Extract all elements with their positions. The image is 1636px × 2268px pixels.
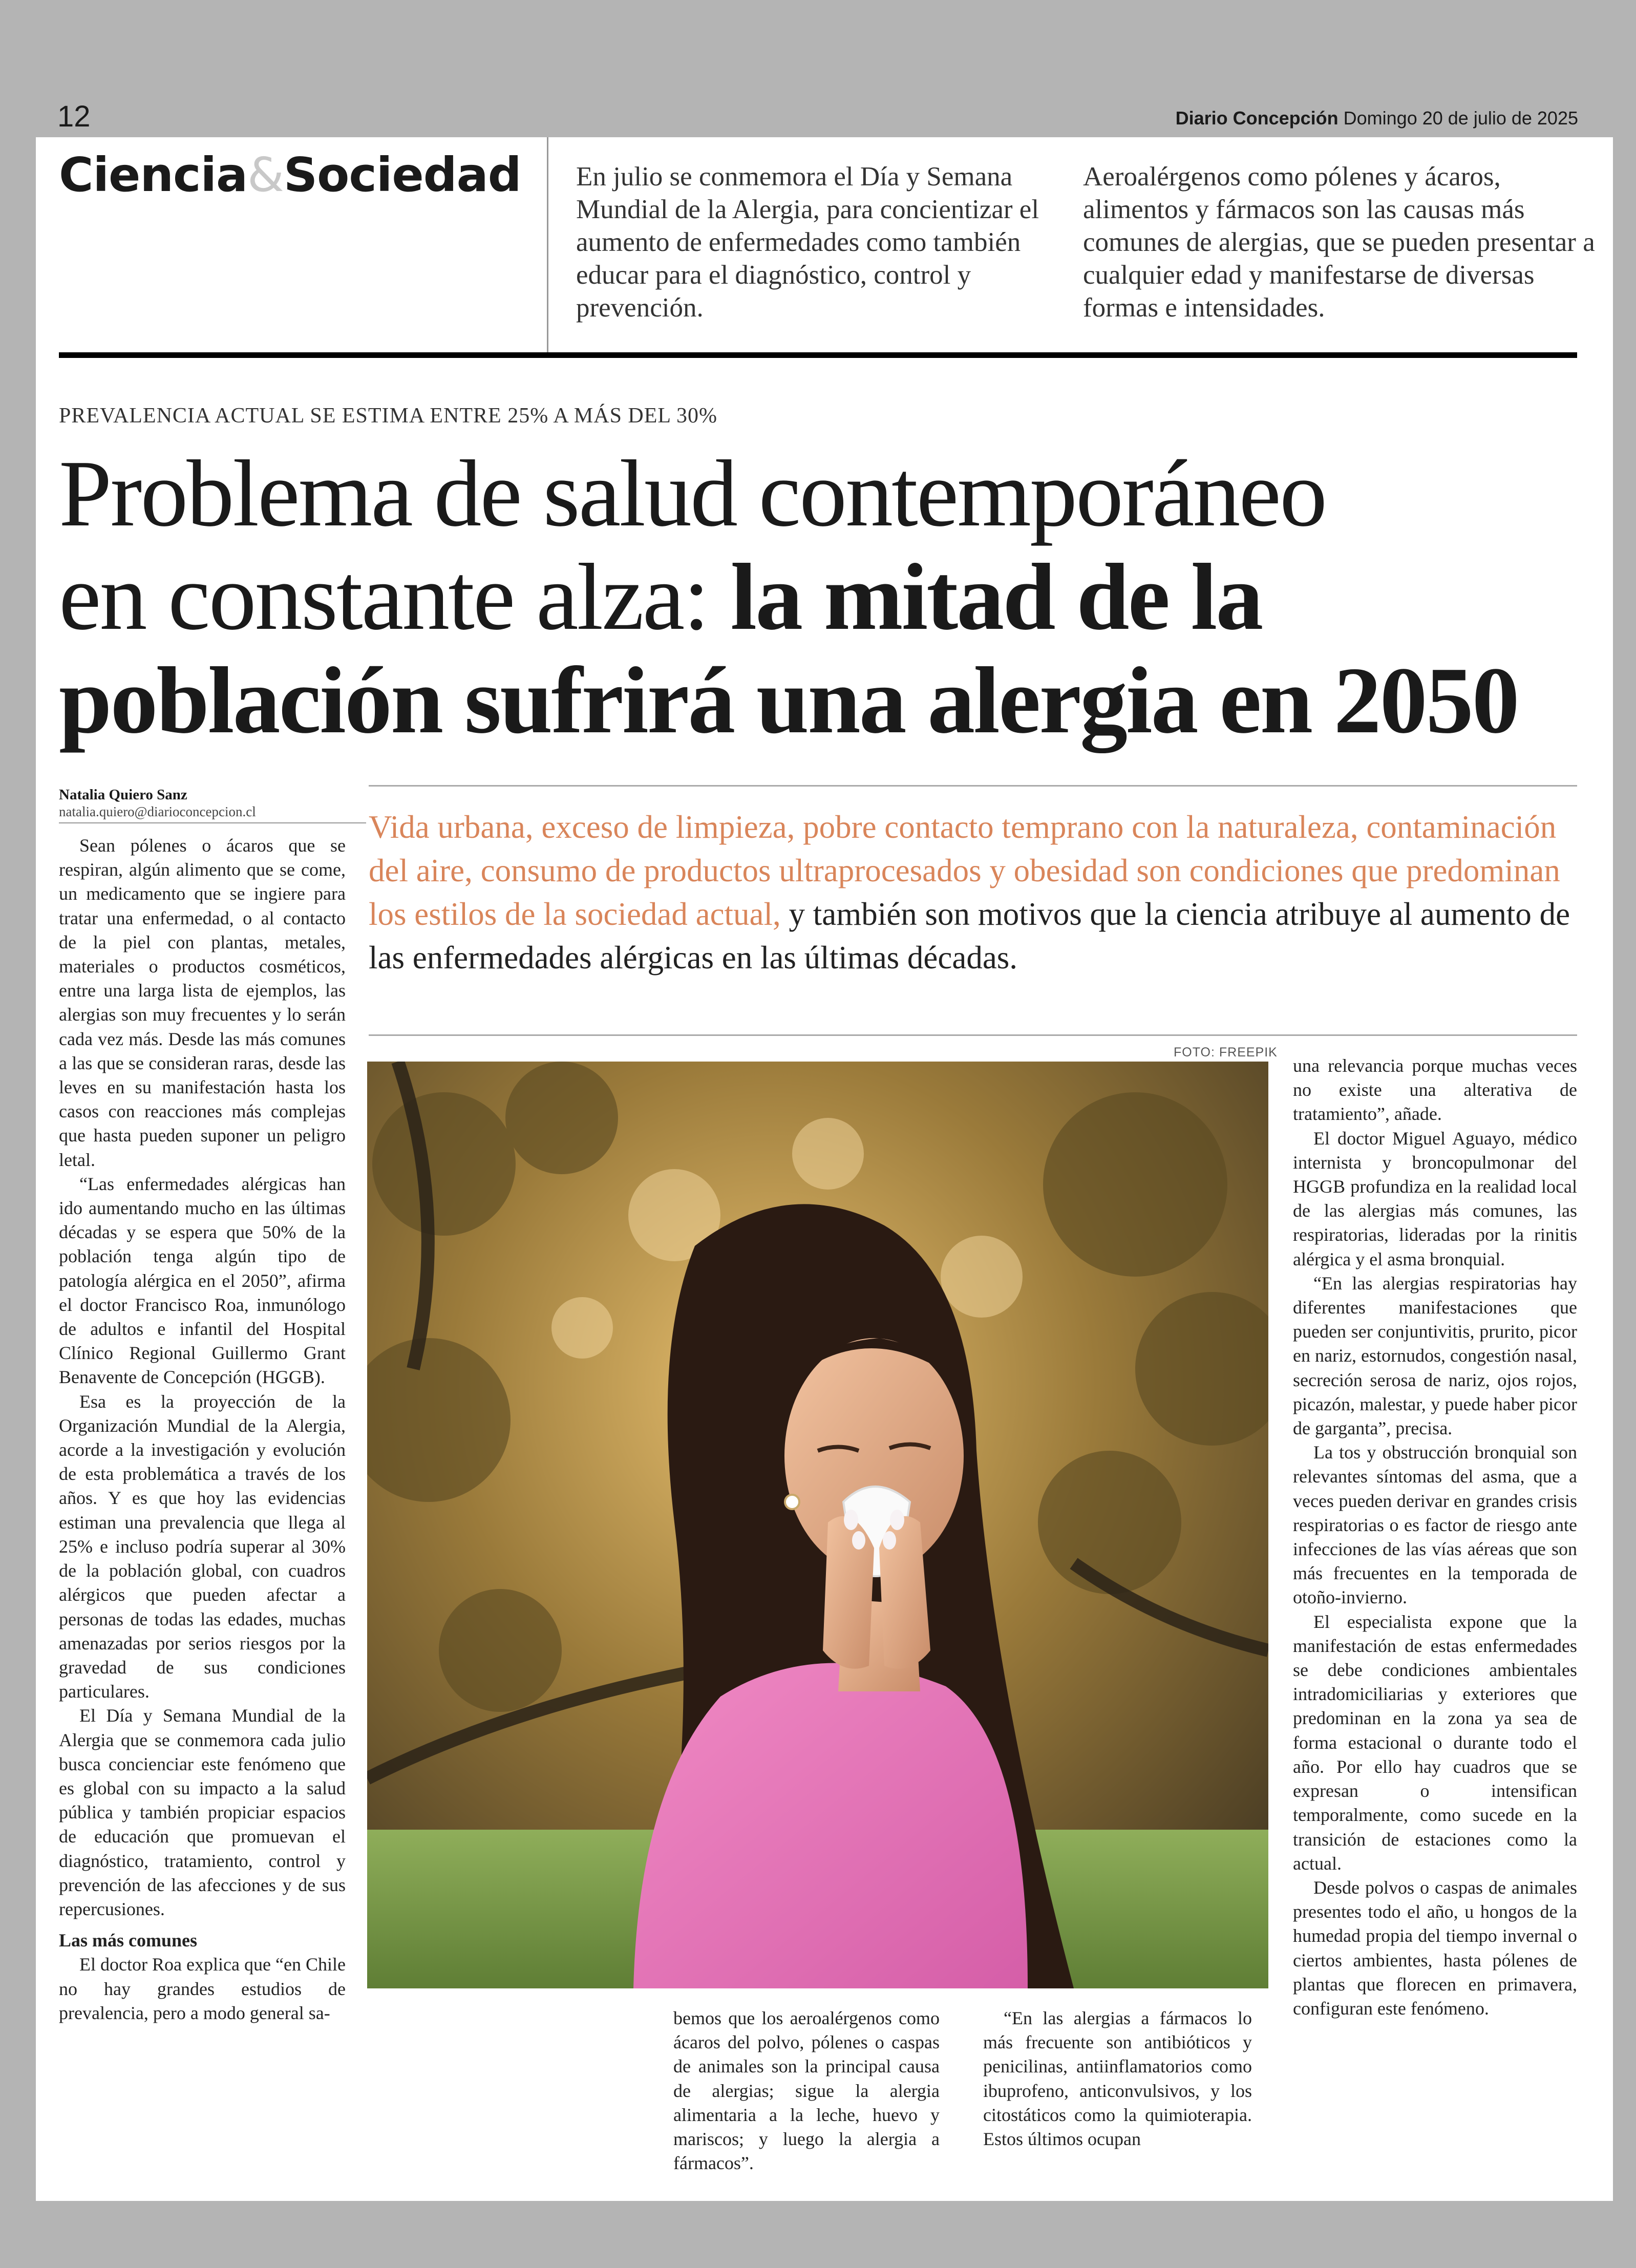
newspaper-page [36,137,1613,2201]
section-word-sociedad: Sociedad [283,147,521,202]
author-name: Natalia Quiero Sanz [59,787,187,803]
paragraph: El Día y Semana Mundial de la Alergia que se conmemora cada julio busca concienciar este fenómeno que es global con su impacto a la salud pública y también propiciar espacios de educación que promuevan el diagnóstico, tratamiento, control y prevención de las afecciones y de sus repercusiones. [59,1705,346,1919]
page-header [0,0,1636,138]
intro-blurb-2: Aeroalérgenos como pólenes y ácaros, alimentos y fármacos son las causas más comunes de alergias, que se pueden presentar a cualquier edad y manifestarse de diversas formas e intensidades. [1083,162,1595,323]
paragraph: El doctor Roa explica que “en Chile no hay grandes estudios de prevalencia, pero a modo general sa- [59,1954,346,2023]
newspaper-name: Diario Concepción [1175,108,1338,129]
byline-divider [59,822,366,823]
paragraph: Esa es la proyección de la Organización Mundial de la Alergia, acorde a la investigación y evolución de esta problemática a través de los años. Y es que hoy las evidencias estiman una prevalencia que llega al 25% e incluso podría superar al 30% de la población global, con cuadros alérgicos que pueden afectar a personas de todas las edades, muchas amenazadas por serios riesgos por la gravedad de sus condiciones particulares. [59,1391,346,1702]
section-rule [59,352,1577,358]
lede-bottom-rule [369,1034,1577,1036]
headline [59,442,1595,752]
section-ampersand: & [247,147,284,202]
lede [369,806,1577,980]
body-column-2 [673,2006,940,2175]
body-column-4 [1293,1054,1577,2021]
page-number: 12 [57,100,91,133]
kicker: PREVALENCIA ACTUAL SE ESTIMA ENTRE 25% A MÁS DEL 30% [59,404,717,428]
lede-highlight: Vida urbana, exceso de limpieza, pobre contacto temprano con la naturaleza, contaminación del aire, consumo de productos ultraprocesados y obesidad son condiciones que predominan los estilos de la sociedad actual, [369,809,1560,932]
paragraph: “En las alergias respiratorias hay diferentes manifestaciones que pueden ser conjuntivitis, prurito, picor en nariz, estornudos, congestión nasal, secreción serosa de nariz, ojos rojos, picazón, malestar, y puede haber picor de garganta”, precisa. [1293,1273,1577,1439]
header-divider [547,137,548,352]
paragraph: “Las enfermedades alérgicas han ido aumentando mucho en las últimas décadas y se espera que 50% de la población tenga algún tipo de patología alérgica en el 2050”, afirma el doctor Francisco Roa, inmunólogo de adultos e infantil del Hospital Clínico Regional Guillermo Grant Benavente de Concepción (HGGB). [59,1173,346,1388]
article-photo [367,1062,1268,1988]
paragraph: una relevancia porque muchas veces no existe una alterativa de tratamiento”, añade. [1293,1055,1577,1125]
headline-part-1: Problema de salud contemporáneo [59,441,1326,546]
section-title [59,147,521,202]
headline-bold-2: población sufrirá una alergia en 2050 [59,648,1518,753]
headline-part-2: en constante alza: [59,544,731,650]
subheading: Las más comunes [59,1930,198,1951]
paragraph: bemos que los aeroalérgenos como ácaros del polvo, pólenes o caspas de animales son la principal causa de alergias; sigue la alergia alimentaria a la leche, huevo y mariscos; y luego la alergia a fármacos”. [673,2008,940,2174]
lede-rest: y también son motivos que la ciencia atribuye al aumento de las enfermedades alérgicas en las últimas décadas. [369,896,1570,976]
body-column-1 [59,834,346,2025]
paragraph: “En las alergias a fármacos lo más frecuente son antibióticos y penicilinas, antiinflamatorios como ibuprofeno, anticonvulsivos, y los citostáticos como la quimioterapia. Estos últimos ocupan [983,2008,1252,2150]
author-email: natalia.quiero@diarioconcepcion.cl [59,804,256,819]
photo-credit: FOTO: FREEPIK [1174,1045,1278,1059]
section-word-ciencia: Ciencia [59,147,248,202]
lede-top-rule [369,785,1577,787]
paragraph: El doctor Miguel Aguayo, médico internista y broncopulmonar del HGGB profundiza en la realidad local de las alergias más comunes, las respiratorias, lideradas por la rinitis alérgica y el asma bronquial. [1293,1128,1577,1269]
dateline [1176,108,1578,129]
issue-date: Domingo 20 de julio de 2025 [1343,108,1578,129]
paragraph: La tos y obstrucción bronquial son relevantes síntomas del asma, que a veces pueden derivar en grandes crisis respiratorias o es factor de riesgo ante infecciones de las vías aéreas que son más frecuentes en la temporada de otoño-invierno. [1293,1442,1577,1608]
paragraph: El especialista expone que la manifestación de estas enfermedades se debe condiciones ambientales intradomiciliarias y exteriores que predominan en la zona ya sea de forma estacional o durante todo el año. Por ello hay cuadros que se expresan o intensifican temporalmente, como sucede en la transición de estaciones como la actual. [1293,1611,1577,1874]
paragraph: Desde polvos o caspas de animales presentes todo el año, u hongos de la humedad propia del tiempo invernal o ciertos ambientes, hasta pólenes de plantas que florecen en primavera, configuran este fenómeno. [1293,1877,1577,2019]
headline-bold-1: la mitad de la [730,544,1262,650]
body-column-3 [983,2006,1252,2151]
paragraph: Sean pólenes o ácaros que se respiran, algún alimento que se come, un medicamento que se ingiere para tratar una enfermedad, o al contacto de la piel con plantas, metales, materiales o productos cosméticos, entre una larga lista de ejemplos, las alergias son muy frecuentes y lo serán cada vez más. Desde las más comunes a las que se consideran raras, desde las leves en su manifestación hasta los casos con reacciones más complejas que hasta pueden suponer un peligro letal. [59,835,346,1170]
intro-blurb-1: En julio se conmemora el Día y Semana Mundial de la Alergia, para concientizar el aumento de enfermedades como también educar para el diagnóstico, control y prevención. [576,162,1039,323]
